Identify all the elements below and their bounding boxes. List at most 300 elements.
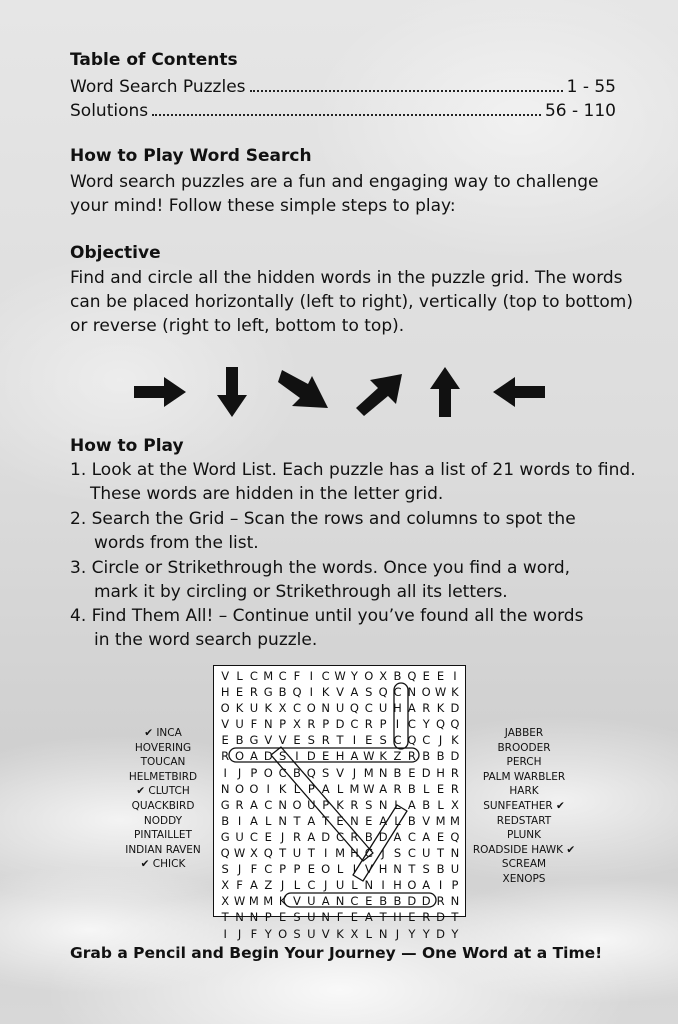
grid-letter: R (422, 910, 431, 925)
grid-letter: K (451, 685, 459, 700)
grid-letter: J (237, 926, 242, 941)
grid-letter: O (249, 781, 259, 796)
objective-paragraph (70, 266, 633, 338)
grid-letter: A (350, 685, 359, 700)
grid-letter: R (407, 749, 416, 764)
grid-letter: P (279, 862, 287, 877)
grid-letter: A (364, 910, 373, 925)
grid-letter: I (395, 717, 400, 732)
grid-letter: D (436, 910, 445, 925)
grid-letter: K (336, 797, 344, 812)
grid-letter: W (233, 846, 246, 861)
grid-letter: H (335, 749, 345, 764)
objective-title: Objective (70, 243, 161, 263)
word-list-item: PLUNK (506, 829, 542, 842)
grid-letter: D (407, 894, 417, 909)
grid-letter: X (278, 701, 287, 716)
grid-letter: E (365, 733, 373, 748)
grid-letter: T (437, 846, 445, 861)
grid-letter: D (335, 717, 345, 732)
toc-entry (70, 73, 616, 97)
toc-title: Table of Contents (70, 50, 238, 70)
grid-letter: A (393, 829, 402, 844)
grid-letter: A (307, 829, 316, 844)
grid-letter: J (438, 733, 443, 748)
grid-letter: A (249, 878, 258, 893)
grid-letter: H (220, 685, 230, 700)
grid-letter: P (322, 797, 330, 812)
word-list-item: PERCH (506, 756, 542, 769)
grid-letter: R (422, 701, 431, 716)
grid-letter: I (352, 733, 357, 748)
grid-letter: K (379, 749, 387, 764)
grid-letter: Y (451, 926, 459, 941)
grid-letter: J (280, 829, 285, 844)
grid-letter: E (293, 733, 301, 748)
word-list-item: HELMETBIRD (128, 770, 198, 783)
toc-entry (70, 97, 616, 121)
grid-letter: A (422, 878, 431, 893)
grid-letter: A (249, 813, 258, 828)
grid-letter: E (365, 813, 373, 828)
grid-letter: L (236, 669, 243, 683)
grid-letter: N (235, 910, 244, 925)
grid-letter: A (249, 749, 258, 764)
grid-letter: N (393, 862, 402, 877)
grid-letter: D (436, 926, 445, 941)
grid-letter: Q (450, 717, 460, 732)
step-continuation: in the word search puzzle. (94, 630, 318, 650)
toc-entry-pages: 56 - 110 (544, 101, 616, 121)
word-list-item: JABBER (504, 727, 544, 739)
grid-letter: Y (264, 926, 272, 941)
toc-entry-pages: 1 - 55 (566, 77, 616, 97)
grid-letter: E (221, 733, 229, 748)
grid-letter: C (407, 829, 416, 844)
grid-letter: L (293, 878, 301, 893)
word-list-item: INDIAN RAVEN (125, 843, 201, 856)
grid-letter: Q (220, 846, 230, 861)
grid-letter: L (336, 781, 344, 796)
grid-letter: E (278, 910, 287, 925)
grid-letter: E (350, 910, 359, 925)
grid-letter: I (223, 926, 227, 941)
grid-letter: U (292, 846, 302, 861)
grid-letter: A (307, 813, 316, 828)
grid-letter: M (335, 846, 346, 861)
grid-letter: K (321, 685, 330, 700)
grid-letter: D (450, 701, 460, 716)
grid-letter: E (336, 813, 344, 828)
grid-letter: D (421, 765, 431, 780)
grid-letter: T (322, 813, 330, 828)
grid-letter: R (450, 765, 459, 780)
grid-letter: N (450, 894, 460, 909)
circle-sunfeather (284, 893, 436, 907)
grid-letter: T (379, 910, 387, 925)
grid-letter: X (249, 846, 258, 861)
word-list-item: SUNFEATHER ✔ (483, 799, 565, 812)
grid-letter: R (235, 797, 244, 812)
grid-letter: Q (450, 829, 460, 844)
grid-letter: V (278, 733, 287, 748)
grid-letter: C (350, 717, 359, 732)
arrow-left-icon (493, 377, 545, 407)
grid-letter: T (307, 846, 315, 861)
grid-letter: F (236, 878, 243, 893)
grid-letter: D (306, 749, 316, 764)
grid-letter: Q (407, 733, 417, 748)
grid-letter: I (352, 862, 357, 877)
grid-letter: N (378, 926, 388, 941)
grid-letter: E (436, 781, 445, 796)
grid-letter: W (334, 669, 346, 683)
grid-letter: X (221, 894, 230, 909)
grid-letter: V (221, 717, 230, 732)
grid-letter: U (235, 829, 244, 844)
grid-letter: G (220, 797, 230, 812)
grid-letter: U (335, 701, 345, 716)
grid-letter: O (407, 878, 417, 893)
step-continuation: These words are hidden in the letter grid. (90, 484, 444, 504)
grid-letter: N (278, 797, 287, 812)
grid-letter: Z (393, 749, 402, 764)
grid-letter: H (393, 910, 402, 925)
grid-letter: P (293, 862, 301, 877)
word-list-item: HOVERING (134, 741, 192, 754)
word-list-item: NODDY (143, 814, 183, 827)
grid-letter: B (364, 829, 373, 844)
grid-letter: A (249, 797, 258, 812)
grid-letter: T (408, 862, 416, 877)
grid-letter: S (393, 846, 402, 861)
how-to-play-word-search-title: How to Play Word Search (70, 146, 312, 166)
grid-letter: N (350, 813, 359, 828)
solution-circles (213, 665, 466, 917)
grid-letter: D (421, 894, 431, 909)
grid-letter: M (263, 894, 274, 909)
grid-letter: V (364, 862, 373, 877)
grid-letter: M (435, 813, 446, 828)
grid-letter: L (351, 878, 358, 893)
grid-letter: N (378, 797, 388, 812)
grid-letter: B (393, 669, 402, 683)
grid-letter: C (364, 701, 373, 716)
grid-letter: B (393, 765, 402, 780)
grid-letter: R (350, 797, 359, 812)
step-continuation: mark it by circling or Strikethrough all its letters. (94, 582, 508, 602)
grid-letter: U (249, 701, 259, 716)
grid-letter: B (407, 813, 416, 828)
grid-letter: T (293, 813, 301, 828)
grid-letter: J (395, 926, 400, 941)
grid-letter: C (307, 878, 316, 893)
grid-letter: Z (264, 878, 273, 893)
objective-line: Find and circle all the hidden words in the puzzle grid. The words (70, 268, 623, 288)
grid-letter: H (436, 765, 445, 780)
step-continuation: words from the list. (94, 533, 259, 553)
toc-leader-dots (152, 114, 541, 116)
grid-letter: V (422, 813, 431, 828)
grid-letter: B (422, 797, 431, 812)
circle-chick (394, 683, 408, 749)
grid-letter: G (249, 733, 259, 748)
grid-letter: A (407, 797, 416, 812)
grid-letter: X (221, 878, 230, 893)
word-list-right (468, 726, 580, 887)
grid-letter: E (436, 829, 445, 844)
grid-letter: E (235, 685, 244, 700)
grid-letter: O (235, 781, 245, 796)
grid-letter: N (450, 846, 460, 861)
grid-letter: A (422, 829, 431, 844)
grid-letter: X (379, 669, 388, 683)
grid-letter: G (220, 829, 230, 844)
grid-letter: E (408, 765, 416, 780)
grid-letter: E (422, 669, 430, 683)
grid-letter: N (321, 910, 330, 925)
grid-letter: C (393, 733, 402, 748)
step-first-line: 2. Search the Grid – Scan the rows and columns to spot the (70, 509, 576, 529)
grid-letter: A (350, 749, 359, 764)
grid-letter: R (350, 829, 359, 844)
grid-letter: U (307, 926, 316, 941)
grid-letter: I (438, 878, 443, 893)
grid-letter: X (350, 926, 359, 941)
grid-letter: U (307, 910, 316, 925)
grid-letter: R (393, 781, 402, 796)
toc-entry-label: Solutions (70, 101, 149, 121)
grid-letter: S (293, 926, 301, 941)
grid-letter: R (249, 685, 258, 700)
grid-letter: L (265, 813, 272, 828)
grid-letter: M (449, 813, 460, 828)
grid-letter: Q (407, 669, 417, 683)
intro-line: Word search puzzles are a fun and engaging way to challenge (70, 172, 599, 192)
grid-letter: E (307, 862, 315, 877)
grid-letter: I (309, 685, 314, 700)
grid-letter: C (264, 797, 273, 812)
grid-letter: O (220, 701, 230, 716)
arrow-up-right-icon (356, 374, 402, 416)
grid-letter: X (450, 797, 459, 812)
grid-letter: T (221, 910, 229, 925)
grid-letter: K (336, 926, 344, 941)
grid-letter: B (293, 765, 301, 780)
word-list-item: HARK (509, 785, 539, 798)
grid-letter: S (422, 862, 430, 877)
grid-letter: W (434, 685, 447, 700)
grid-letter: W (363, 749, 375, 764)
grid-letter: B (235, 733, 244, 748)
grid-letter: F (250, 717, 258, 732)
step-item (70, 556, 570, 604)
word-list-item: BROODER (497, 741, 551, 754)
grid-letter: V (336, 765, 344, 780)
grid-letter: R (292, 829, 301, 844)
step-first-line: 3. Circle or Strikethrough the words. Once you find a word, (70, 558, 571, 578)
grid-letter: E (408, 910, 416, 925)
grid-row (218, 926, 462, 942)
grid-letter: R (321, 733, 330, 748)
grid-letter: U (450, 862, 460, 877)
word-list-item: REDSTART (496, 814, 552, 827)
grid-letter: P (264, 910, 272, 925)
grid-letter: H (350, 846, 359, 861)
grid-letter: P (322, 717, 330, 732)
grid-letter: D (321, 829, 331, 844)
grid-letter: S (365, 685, 373, 700)
grid-letter: S (278, 749, 287, 764)
grid-letter: D (263, 749, 273, 764)
objective-line: or reverse (right to left, bottom to top). (70, 316, 405, 336)
word-list-item: SCREAM (501, 858, 547, 871)
arrow-right-icon (134, 377, 186, 407)
grid-letter: V (321, 926, 330, 941)
grid-letter: L (394, 797, 401, 812)
toc-leader-dots (250, 90, 563, 92)
grid-letter: F (293, 669, 301, 683)
grid-letter: Q (292, 685, 302, 700)
grid-letter: M (263, 669, 274, 683)
grid-letter: N (263, 717, 273, 732)
grid-letter: L (336, 862, 344, 877)
grid-letter: C (292, 701, 301, 716)
grid-letter: R (450, 781, 459, 796)
grid-letter: J (280, 878, 285, 893)
grid-letter: A (379, 781, 388, 796)
grid-letter: M (349, 781, 360, 796)
grid-letter: A (321, 781, 330, 796)
grid-letter: Y (350, 669, 358, 683)
grid-letter: C (249, 829, 258, 844)
grid-letter: W (233, 894, 246, 909)
grid-letter: F (336, 910, 344, 925)
step-item (70, 458, 636, 506)
grid-letter: A (407, 701, 416, 716)
grid-letter: E (322, 749, 330, 764)
arrow-down-right-icon (278, 370, 330, 410)
grid-letter: C (350, 894, 359, 909)
grid-letter: O (292, 797, 302, 812)
grid-letter: C (364, 846, 373, 861)
grid-letter: R (436, 894, 445, 909)
grid-letter: S (365, 797, 373, 812)
toc-entry-label: Word Search Puzzles (70, 77, 246, 97)
grid-letter: V (336, 685, 344, 700)
grid-letter: J (237, 765, 242, 780)
grid-letter: T (451, 910, 459, 925)
grid-letter: U (378, 701, 388, 716)
grid-letter: Q (378, 685, 388, 700)
circle-inca (353, 805, 407, 881)
grid-letter: G (263, 685, 273, 700)
grid-letter: K (278, 894, 287, 909)
grid-letter: C (393, 685, 402, 700)
grid-letter: D (450, 749, 460, 764)
grid-letter: N (364, 878, 374, 893)
grid-letter: H (393, 878, 402, 893)
word-list-item: ✔ CLUTCH (136, 785, 190, 798)
word-list-item: ✔ INCA (144, 727, 182, 739)
step-first-line: 1. Look at the Word List. Each puzzle has a list of 21 words to find. (70, 460, 636, 480)
how-to-play-title: How to Play (70, 436, 184, 456)
grid-letter: N (335, 894, 345, 909)
grid-letter: S (379, 733, 387, 748)
grid-letter: R (307, 717, 316, 732)
grid-letter: U (307, 894, 316, 909)
grid-letter: O (306, 701, 316, 716)
grid-letter: U (335, 878, 345, 893)
grid-letter: T (279, 846, 287, 861)
grid-letter: I (309, 669, 314, 683)
step-item (70, 604, 583, 652)
arrow-down-icon (217, 367, 247, 417)
grid-letter: I (323, 846, 328, 861)
grid-letter: Y (422, 717, 430, 732)
step-first-line: 4. Find Them All! – Continue until you’ve found all the words (70, 606, 584, 626)
footer-tagline: Grab a Pencil and Begin Your Journey — One Word at a Time! (70, 944, 603, 962)
grid-letter: K (264, 701, 273, 716)
intro-paragraph (70, 170, 599, 218)
grid-letter: Q (436, 717, 446, 732)
grid-letter: S (293, 910, 301, 925)
grid-letter: B (407, 781, 416, 796)
grid-letter: C (407, 846, 416, 861)
grid-letter: P (307, 781, 315, 796)
intro-line: your mind! Follow these simple steps to play: (70, 196, 456, 216)
grid-letter: V (221, 669, 230, 683)
grid-letter: F (250, 862, 258, 877)
grid-letter: K (235, 701, 244, 716)
grid-letter: N (278, 813, 287, 828)
grid-letter: J (352, 765, 357, 780)
grid-letter: U (422, 846, 431, 861)
objective-line: can be placed horizontally (left to right), vertically (top to bottom) (70, 292, 633, 312)
grid-letter: Q (263, 846, 273, 861)
grid-letter: E (436, 669, 445, 683)
grid-letter: J (237, 862, 242, 877)
grid-letter: E (365, 894, 373, 909)
grid-letter: R (221, 749, 230, 764)
grid-letter: P (250, 765, 258, 780)
grid-letter: K (436, 701, 445, 716)
grid-letter: B (436, 862, 445, 877)
grid-letter: P (379, 717, 387, 732)
grid-letter: C (321, 669, 330, 683)
grid-letter: F (250, 926, 258, 941)
grid-letter: S (307, 733, 315, 748)
grid-letter: L (423, 781, 430, 796)
grid-letter: L (394, 813, 401, 828)
word-list-item: ✔ CHICK (140, 858, 186, 871)
word-list-left (118, 726, 208, 872)
grid-letter: I (295, 749, 299, 764)
grid-letter: U (307, 797, 316, 812)
grid-letter: A (321, 894, 330, 909)
grid-letter: C (278, 669, 287, 683)
word-list-item: PINTAILLET (134, 829, 192, 842)
grid-letter: B (379, 894, 388, 909)
grid-letter: E (264, 829, 272, 844)
grid-letter: T (336, 733, 344, 748)
grid-letter: C (249, 669, 258, 683)
grid-letter: Q (349, 701, 359, 716)
grid-letter: H (378, 862, 388, 877)
grid-letter: K (451, 733, 459, 748)
grid-letter: D (378, 829, 388, 844)
grid-letter: C (407, 717, 416, 732)
